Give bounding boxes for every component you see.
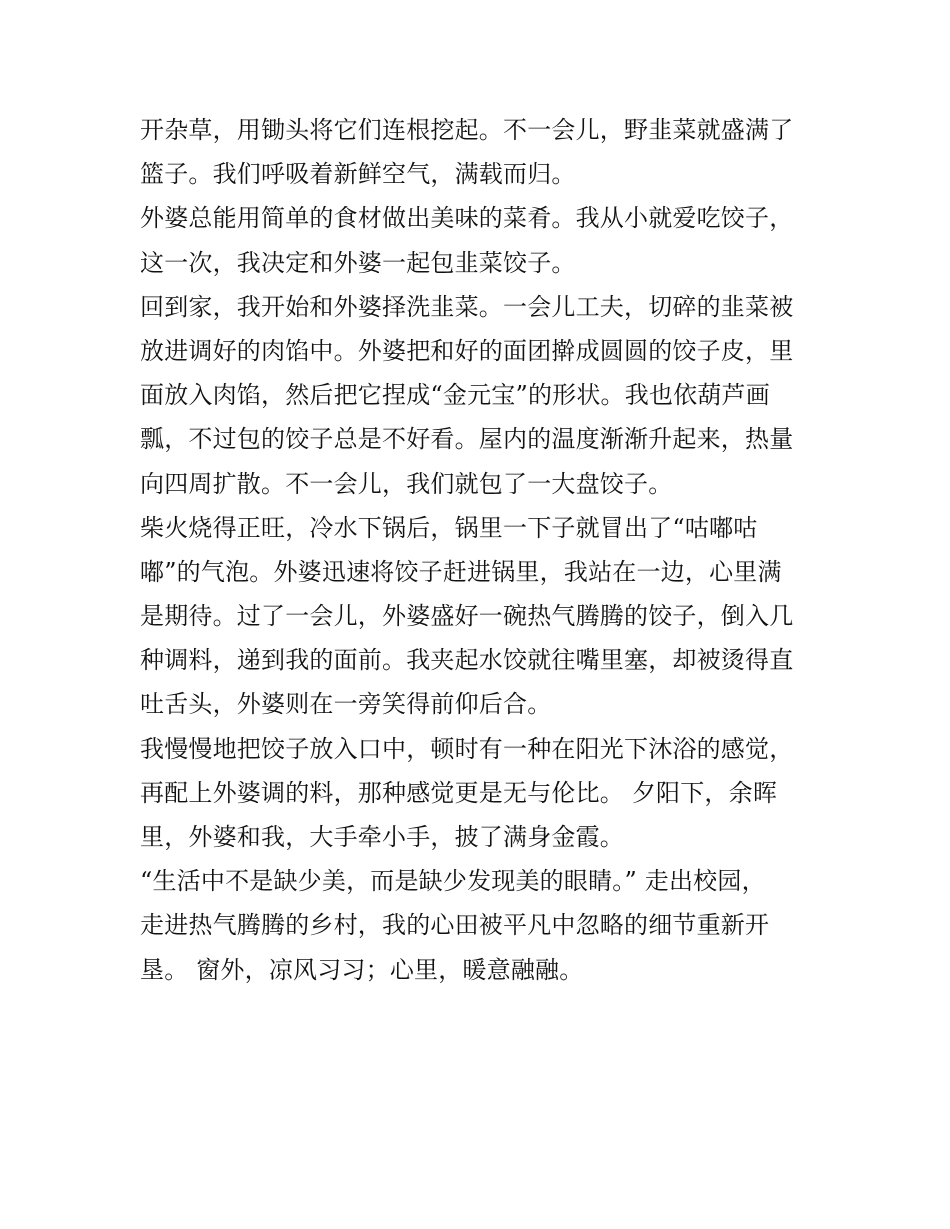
text-line: 嘟”的气泡。外婆迅速将饺子赶进锅里，我站在一边，心里满 [140,557,782,586]
text-line: 这一次，我决定和外婆一起包韭菜饺子。 [140,248,576,277]
text-line: 再配上外婆调的料，那种感觉更是无与伦比。 夕阳下，余晖 [140,778,778,807]
text-line: 吐舌头，外婆则在一旁笑得前仰后合。 [140,690,552,719]
text-line: 是期待。过了一会儿，外婆盛好一碗热气腾腾的饺子，倒入几 [140,602,794,631]
text-line: 回到家，我开始和外婆择洗韭菜。一会儿工夫，切碎的韭菜被 [140,292,794,321]
text-line: 外婆总能用简单的食材做出美味的菜肴。我从小就爱吃饺子， [140,204,794,233]
text-line: “生活中不是缺少美，而是缺少发现美的眼睛。” 走出校园， [140,867,766,896]
text-line: 面放入肉馅，然后把它捏成“金元宝”的形状。我也依葫芦画 [140,381,770,410]
text-line: 我慢慢地把饺子放入口中，顿时有一种在阳光下沐浴的感觉， [140,734,794,763]
text-line: 放进调好的肉馅中。外婆把和好的面团擀成圆圆的饺子皮，里 [140,336,794,365]
text-line: 走进热气腾腾的乡村，我的心田被平凡中忽略的细节重新开 [140,911,770,940]
text-line: 开杂草，用锄头将它们连根挖起。不一会儿，野韭菜就盛满了 [140,116,794,144]
text-line: 里，外婆和我，大手牵小手，披了满身金霞。 [140,823,624,851]
text-line: 垦。 窗外，凉风习习；心里，暖意融融。 [140,955,584,984]
essay-text [140,108,820,992]
text-line: 种调料，递到我的面前。我夹起水饺就往嘴里塞，却被烫得直 [140,646,794,675]
text-line: 篮子。我们呼吸着新鲜空气，满载而归。 [140,160,576,189]
text-line: 瓢，不过包的饺子总是不好看。屋内的温度渐渐升起来，热量 [140,425,794,454]
text-line: 柴火烧得正旺，冷水下锅后，锅里一下子就冒出了“咕嘟咕 [140,513,758,542]
text-line: 向四周扩散。不一会儿，我们就包了一大盘饺子。 [140,469,673,498]
